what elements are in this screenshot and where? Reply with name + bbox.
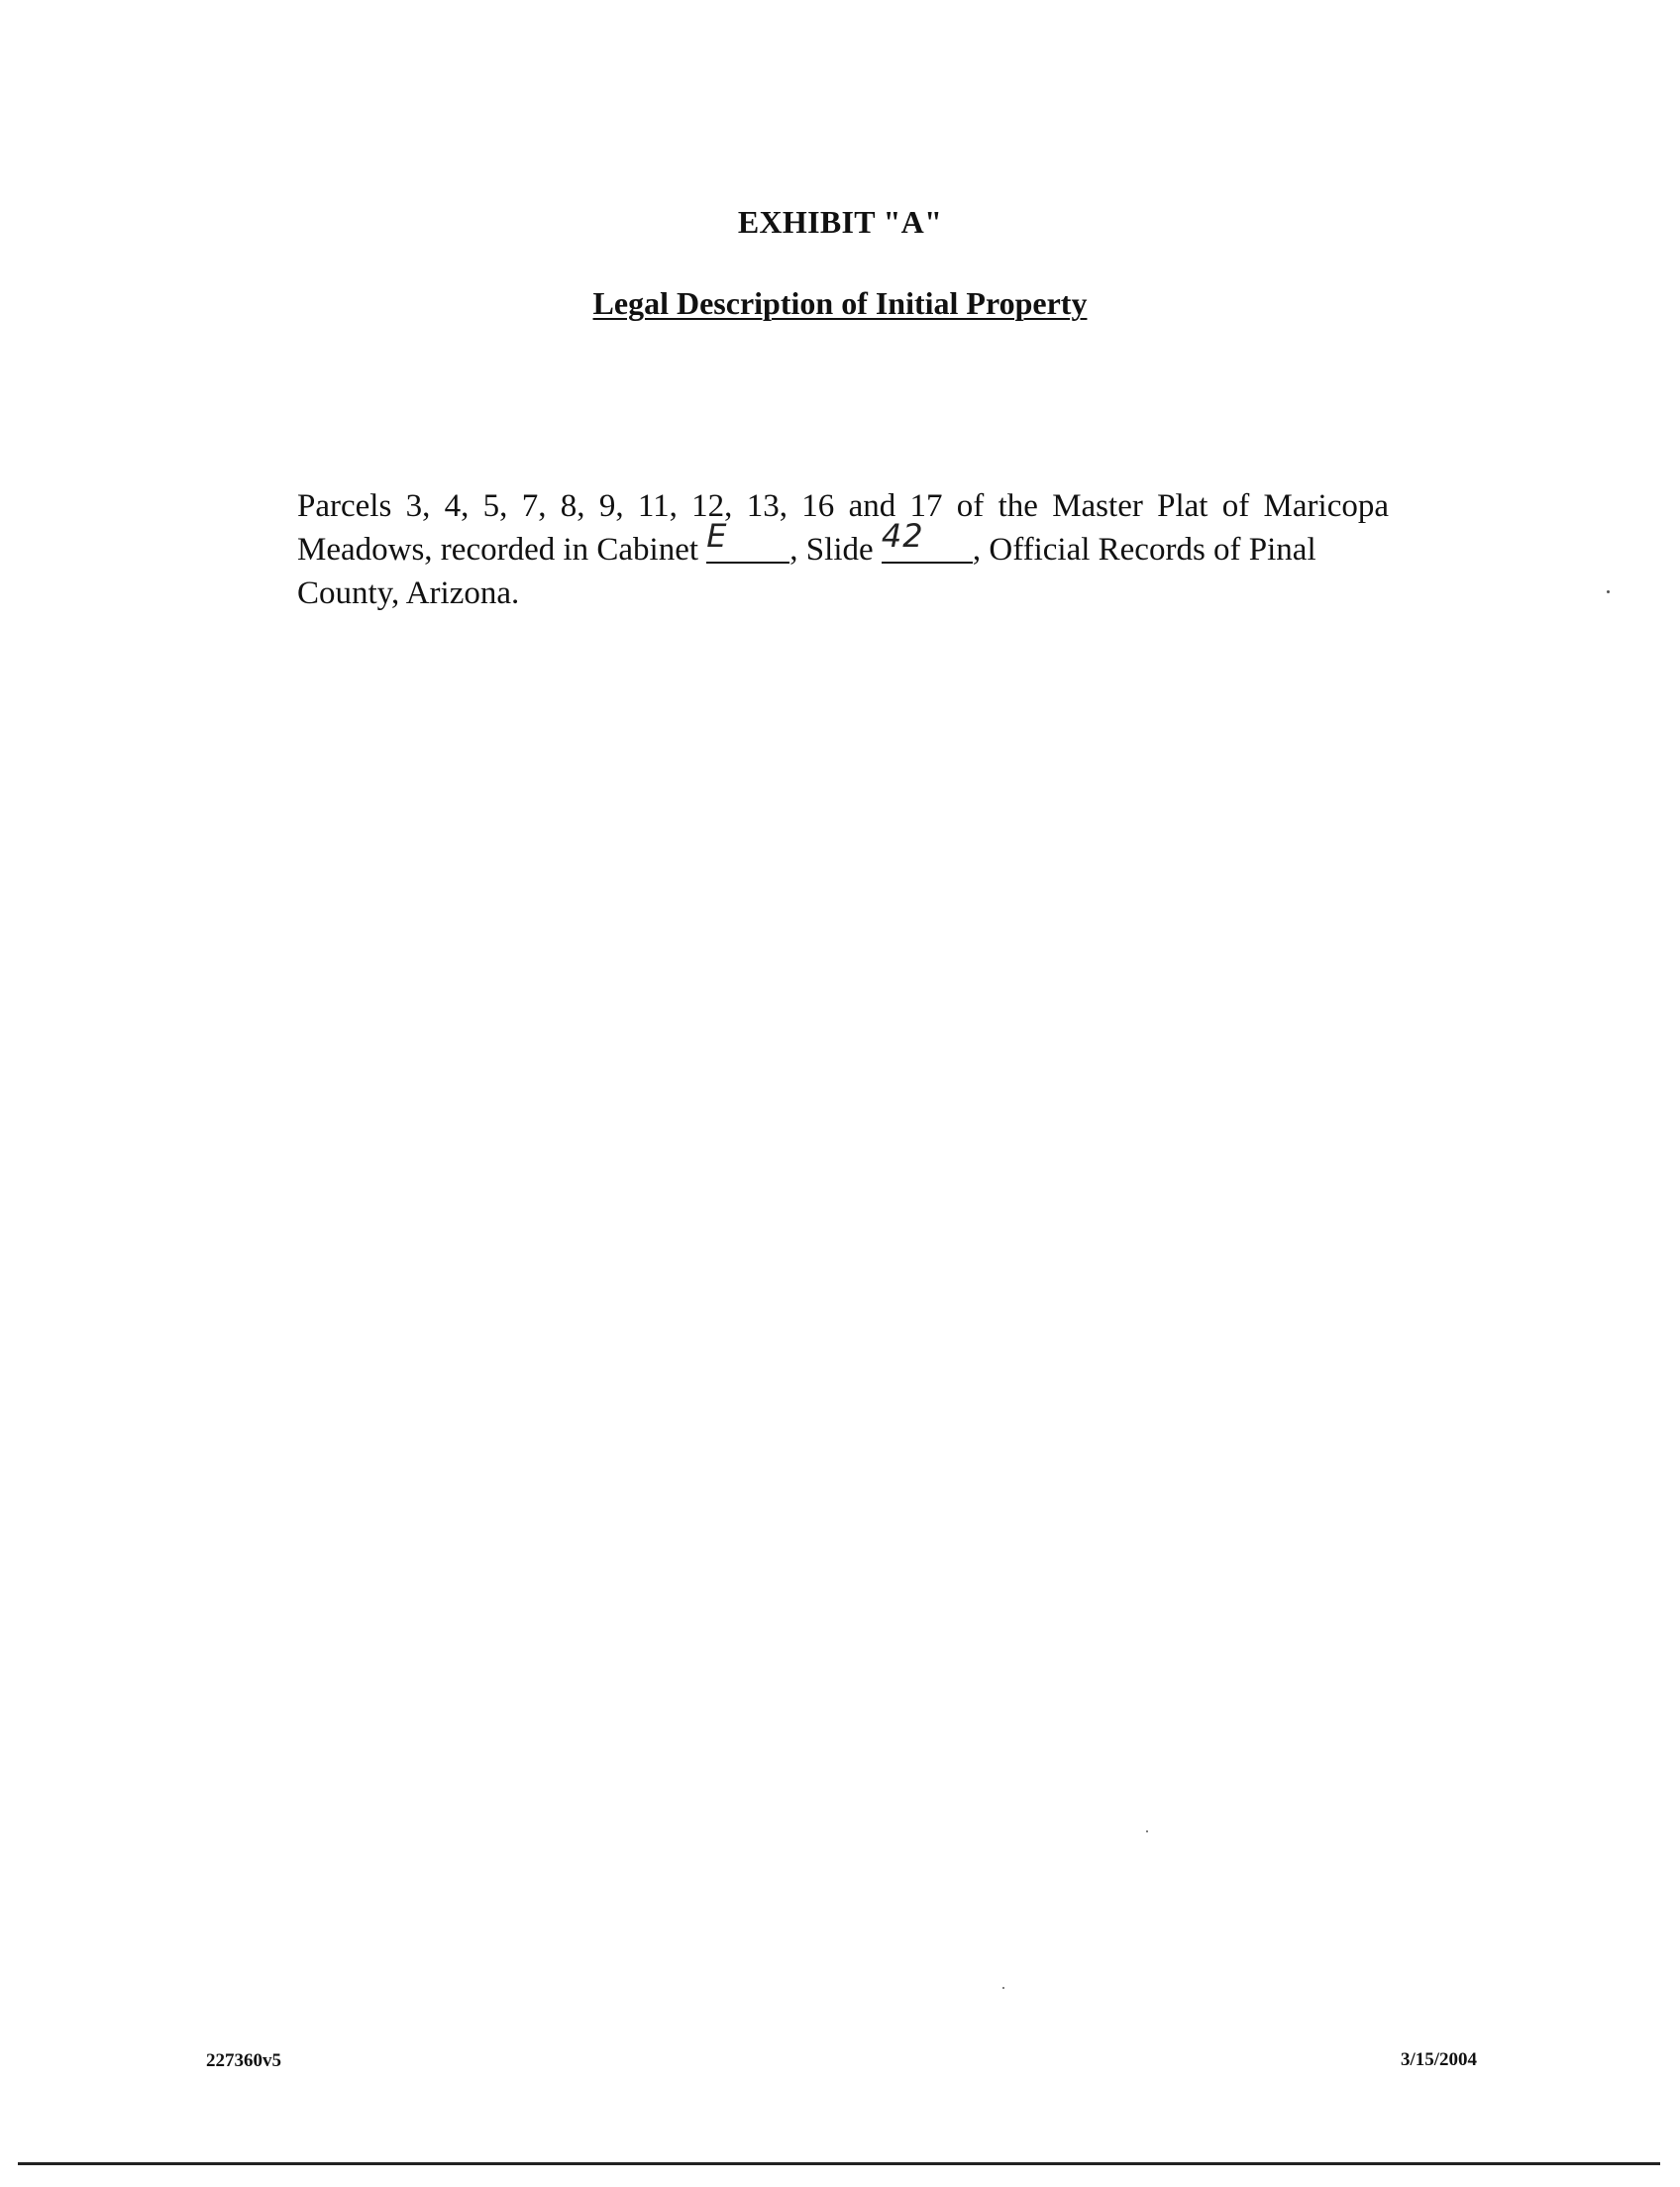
- scan-speck: [1146, 1830, 1148, 1832]
- paragraph-line-2: [297, 517, 1389, 572]
- subtitle-text: Legal Description of Initial Property: [592, 285, 1088, 321]
- text-slide: , Slide: [789, 532, 882, 568]
- slide-handwritten-value: 42: [881, 517, 924, 555]
- paragraph-line-1: Parcels 3, 4, 5, 7, 8, 9, 11, 12, 13, 16 and 17 of the Master Plat of Maricopa: [297, 488, 1389, 524]
- paragraph-line-3: County, Arizona.: [297, 575, 520, 611]
- exhibit-subtitle: [0, 285, 1680, 322]
- footer-document-number: 227360v5: [206, 2050, 281, 2071]
- exhibit-title: EXHIBIT "A": [737, 204, 943, 240]
- cabinet-handwritten-value: E: [706, 517, 728, 555]
- scan-speck: [1002, 1987, 1004, 1989]
- bottom-rule: [18, 2162, 1660, 2165]
- cabinet-blank: [706, 517, 789, 564]
- scan-speck: [1607, 590, 1610, 593]
- legal-description-paragraph: [297, 484, 1389, 615]
- text-official-records: , Official Records of Pinal: [972, 532, 1316, 568]
- slide-blank: [881, 517, 973, 564]
- text-recorded-in-cabinet: Meadows, recorded in Cabinet: [297, 532, 707, 568]
- footer-date: 3/15/2004: [1401, 2049, 1478, 2070]
